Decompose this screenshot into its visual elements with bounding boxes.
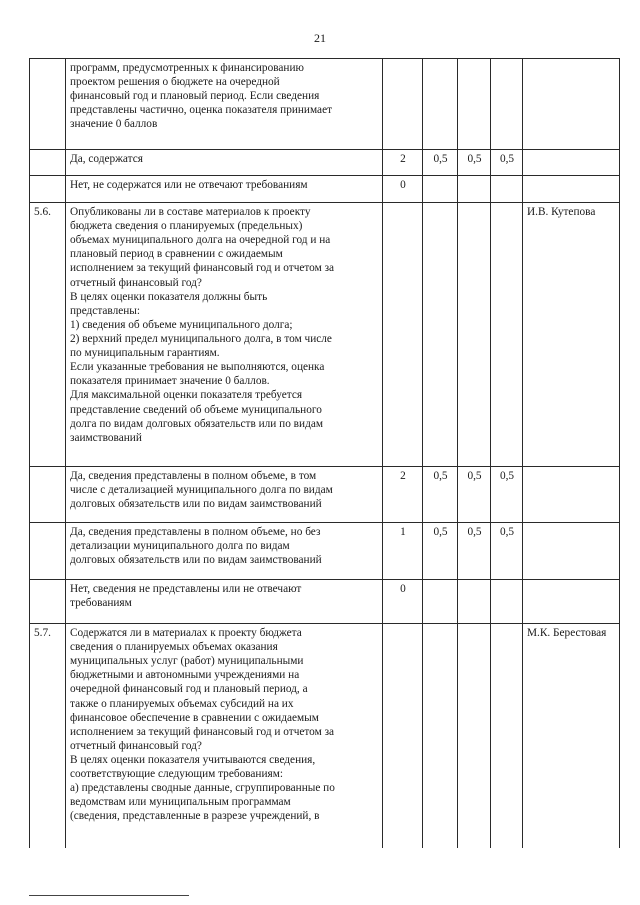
weight-cell xyxy=(423,203,458,467)
weight-cell xyxy=(491,59,523,150)
score-cell xyxy=(383,59,423,150)
weight-cell: 0,5 xyxy=(458,467,491,523)
footer-rule xyxy=(29,895,189,896)
weight-cell xyxy=(423,580,458,624)
table-row xyxy=(30,580,620,624)
weight-cell xyxy=(423,176,458,203)
answer-text: Да, сведения представлены в полном объеме, в том числе с детализацией муниципального долга по видам долговых обязательств или по видам заимствований xyxy=(66,467,383,523)
item-number xyxy=(30,580,66,624)
weight-cell xyxy=(458,203,491,467)
responsible-cell: М.К. Берестовая xyxy=(523,624,620,848)
table-row xyxy=(30,150,620,176)
responsible-cell xyxy=(523,523,620,580)
responsible-cell xyxy=(523,176,620,203)
item-number xyxy=(30,150,66,176)
weight-cell: 0,5 xyxy=(423,467,458,523)
weight-cell xyxy=(491,203,523,467)
weight-cell xyxy=(491,580,523,624)
score-cell xyxy=(383,203,423,467)
score-cell: 0 xyxy=(383,176,423,203)
table-row xyxy=(30,59,620,150)
weight-cell xyxy=(491,176,523,203)
weight-cell: 0,5 xyxy=(423,150,458,176)
criterion-text: Опубликованы ли в составе материалов к проекту бюджета сведения о планируемых (предельных) объемах муниципального долга на очередной год и на плановый период в сравнении с ожидаемым исполнением за текущий финансовый год и отчетом за отчетный финансовый год? В целях оценки показателя должны быть представлены: 1) сведения об объеме муниципального долга; 2) верхний предел муниципального долга, в том числе по муниципальным гарантиям. Если указанные требования не выполняются, оценка показателя принимает значение 0 баллов. Для максимальной оценки показателя требуется представление сведений об объеме муниципального долга по видам долговых обязательств или по видам заимствований xyxy=(66,203,383,467)
page-number: 21 xyxy=(314,31,326,45)
responsible-cell xyxy=(523,59,620,150)
item-number: 5.7. xyxy=(30,624,66,848)
score-cell xyxy=(383,624,423,848)
weight-cell xyxy=(458,580,491,624)
criterion-text: Содержатся ли в материалах к проекту бюджета сведения о планируемых объемах оказания муниципальных услуг (работ) муниципальными бюджетными и автономными учреждениями на очередной финансовый год и плановый период, а также о планируемых объемах субсидий на их финансовое обеспечение в сравнении с ожидаемым исполнением за текущий финансовый год и отчетом за отчетный финансовый год? В целях оценки показателя учитываются сведения, соответствующие следующим требованиям: а) представлены сводные данные, сгруппированные по ведомствам или муниципальным программам (сведения, представленные в разрезе учреждений, в xyxy=(66,624,383,848)
answer-text: Нет, сведения не представлены или не отвечают требованиям xyxy=(66,580,383,624)
responsible-cell xyxy=(523,580,620,624)
evaluation-table xyxy=(29,58,620,848)
table-row xyxy=(30,467,620,523)
weight-cell: 0,5 xyxy=(423,523,458,580)
responsible-cell: И.В. Кутепова xyxy=(523,203,620,467)
weight-cell: 0,5 xyxy=(491,467,523,523)
item-number xyxy=(30,59,66,150)
weight-cell: 0,5 xyxy=(491,150,523,176)
item-number: 5.6. xyxy=(30,203,66,467)
weight-cell xyxy=(491,624,523,848)
answer-text: Да, сведения представлены в полном объеме, но без детализации муниципального долга по видам долговых обязательств или по видам заимствований xyxy=(66,523,383,580)
score-cell: 1 xyxy=(383,523,423,580)
score-cell: 0 xyxy=(383,580,423,624)
responsible-cell xyxy=(523,467,620,523)
score-cell: 2 xyxy=(383,150,423,176)
item-number xyxy=(30,523,66,580)
weight-cell xyxy=(423,59,458,150)
item-number xyxy=(30,176,66,203)
table-row xyxy=(30,624,620,848)
weight-cell: 0,5 xyxy=(458,523,491,580)
score-cell: 2 xyxy=(383,467,423,523)
weight-cell xyxy=(423,624,458,848)
responsible-cell xyxy=(523,150,620,176)
table-row xyxy=(30,523,620,580)
weight-cell xyxy=(458,176,491,203)
item-number xyxy=(30,467,66,523)
weight-cell xyxy=(458,59,491,150)
criterion-text: программ, предусмотренных к финансированию проектом решения о бюджете на очередной финансовый год и плановый период. Если сведения представлены частично, оценка показателя принимает значение 0 баллов xyxy=(66,59,383,150)
weight-cell: 0,5 xyxy=(458,150,491,176)
weight-cell: 0,5 xyxy=(491,523,523,580)
answer-text: Нет, не содержатся или не отвечают требованиям xyxy=(66,176,383,203)
table-row xyxy=(30,176,620,203)
answer-text: Да, содержатся xyxy=(66,150,383,176)
weight-cell xyxy=(458,624,491,848)
table-row xyxy=(30,203,620,467)
